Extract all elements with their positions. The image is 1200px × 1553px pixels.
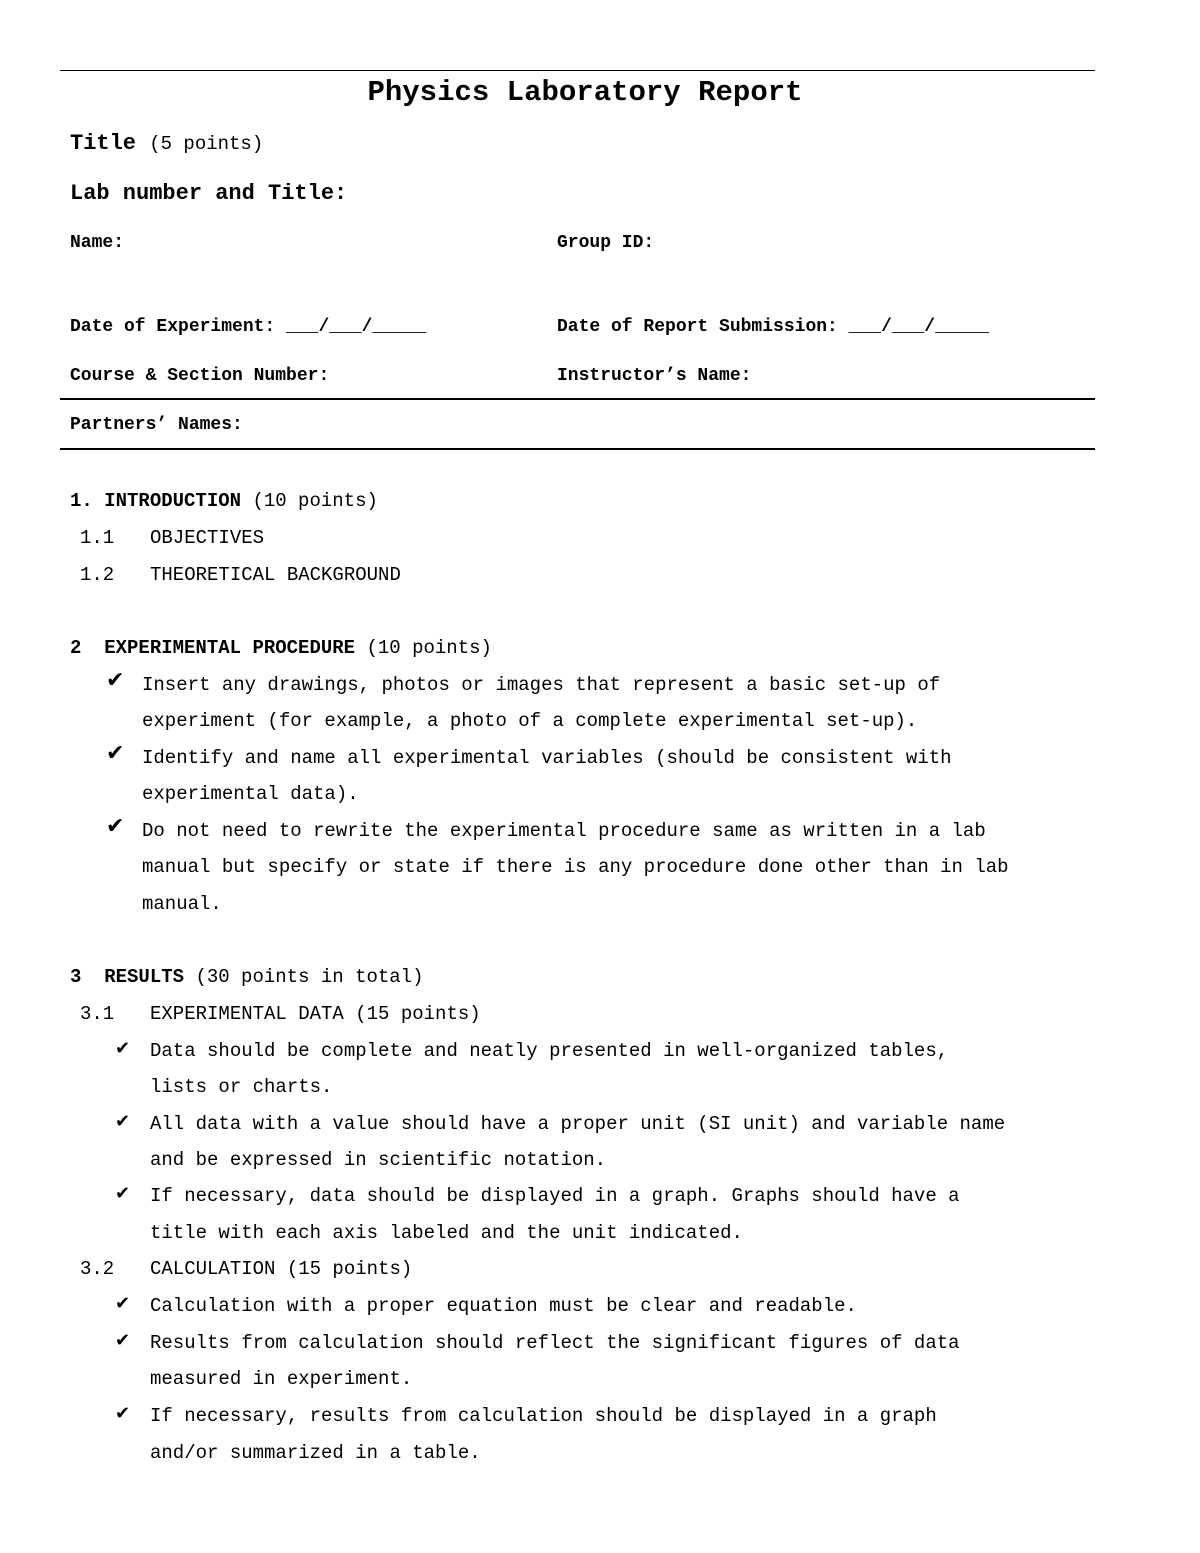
section-points: (10 points) [252, 490, 378, 512]
procedure-bullet-2-line-1: Identify and name all experimental variables (should be consistent with [142, 747, 952, 769]
top-divider [60, 70, 1095, 71]
title-points: (5 points) [149, 133, 264, 155]
calc-bullet-3-line-2: and/or summarized in a table. [150, 1442, 481, 1464]
section-heading: INTRODUCTION [104, 490, 242, 512]
check-icon: ✔ [115, 1403, 131, 1424]
section-procedure-heading [70, 637, 492, 659]
section-heading: EXPERIMENTAL PROCEDURE [104, 637, 356, 659]
partners-names-label: Partners’ Names: [70, 415, 243, 435]
check-icon: ✔ [106, 741, 125, 766]
procedure-bullet-3-line-1: Do not need to rewrite the experimental procedure same as written in a lab [142, 820, 986, 842]
subsection-objectives-number: 1.1 [80, 527, 115, 549]
check-icon: ✔ [106, 814, 125, 839]
check-icon: ✔ [115, 1330, 131, 1351]
section-results-heading [70, 966, 424, 988]
partners-bottom-divider [60, 448, 1095, 450]
date-experiment-label: Date of Experiment: [70, 317, 276, 337]
check-icon: ✔ [115, 1111, 131, 1132]
instructor-name-label: Instructor’s Name: [557, 366, 752, 386]
date-submission-label: Date of Report Submission: [557, 317, 838, 337]
procedure-bullet-1-line-2: experiment (for example, a photo of a complete experimental set-up). [142, 710, 918, 732]
subsection-calculation: CALCULATION (15 points) [150, 1258, 413, 1280]
subsection-data-number: 3.1 [80, 1003, 115, 1025]
date-of-experiment [70, 317, 426, 337]
partners-top-divider [60, 398, 1095, 400]
calc-bullet-2-line-2: measured in experiment. [150, 1368, 413, 1390]
subsection-background-number: 1.2 [80, 564, 115, 586]
date-submission-blank: ___/___/_____ [848, 317, 990, 337]
subsection-background: THEORETICAL BACKGROUND [150, 564, 401, 586]
data-bullet-2-line-2: and be expressed in scientific notation. [150, 1149, 607, 1171]
check-icon: ✔ [115, 1038, 131, 1059]
course-section-label: Course & Section Number: [70, 366, 330, 386]
data-bullet-3-line-1: If necessary, data should be displayed in a graph. Graphs should have a [150, 1185, 960, 1207]
check-icon: ✔ [115, 1183, 131, 1204]
subsection-objectives: OBJECTIVES [150, 527, 265, 549]
procedure-bullet-1-line-1: Insert any drawings, photos or images that represent a basic set-up of [142, 674, 941, 696]
title-label: Title [70, 131, 137, 156]
subsection-calculation-number: 3.2 [80, 1258, 115, 1280]
section-points: (30 points in total) [195, 966, 424, 988]
procedure-bullet-3-line-2: manual but specify or state if there is any procedure done other than in lab [142, 856, 1009, 878]
data-bullet-1-line-1: Data should be complete and neatly presented in well-organized tables, [150, 1040, 949, 1062]
calc-bullet-3-line-1: If necessary, results from calculation should be displayed in a graph [150, 1405, 937, 1427]
name-label: Name: [70, 233, 125, 253]
check-icon: ✔ [106, 668, 125, 693]
calc-bullet-1-line-1: Calculation with a proper equation must be clear and readable. [150, 1295, 857, 1317]
data-bullet-3-line-2: title with each axis labeled and the unit indicated. [150, 1222, 743, 1244]
procedure-bullet-2-line-2: experimental data). [142, 783, 359, 805]
group-id-label: Group ID: [557, 233, 655, 253]
title-field [70, 131, 263, 156]
section-points: (10 points) [366, 637, 492, 659]
section-number: 3 [70, 966, 82, 988]
subsection-experimental-data: EXPERIMENTAL DATA (15 points) [150, 1003, 481, 1025]
section-number: 2 [70, 637, 82, 659]
data-bullet-1-line-2: lists or charts. [150, 1076, 333, 1098]
date-experiment-blank: ___/___/_____ [286, 317, 427, 337]
section-number: 1. [70, 490, 93, 512]
data-bullet-2-line-1: All data with a value should have a proper unit (SI unit) and variable name [150, 1113, 1006, 1135]
lab-number-label: Lab number and Title: [70, 181, 348, 206]
calc-bullet-2-line-1: Results from calculation should reflect the significant figures of data [150, 1332, 960, 1354]
procedure-bullet-3-line-3: manual. [142, 893, 222, 915]
section-introduction-heading [70, 490, 378, 512]
check-icon: ✔ [115, 1293, 131, 1314]
date-of-submission [557, 317, 989, 337]
section-heading: RESULTS [104, 966, 185, 988]
page-title: Physics Laboratory Report [367, 76, 803, 109]
